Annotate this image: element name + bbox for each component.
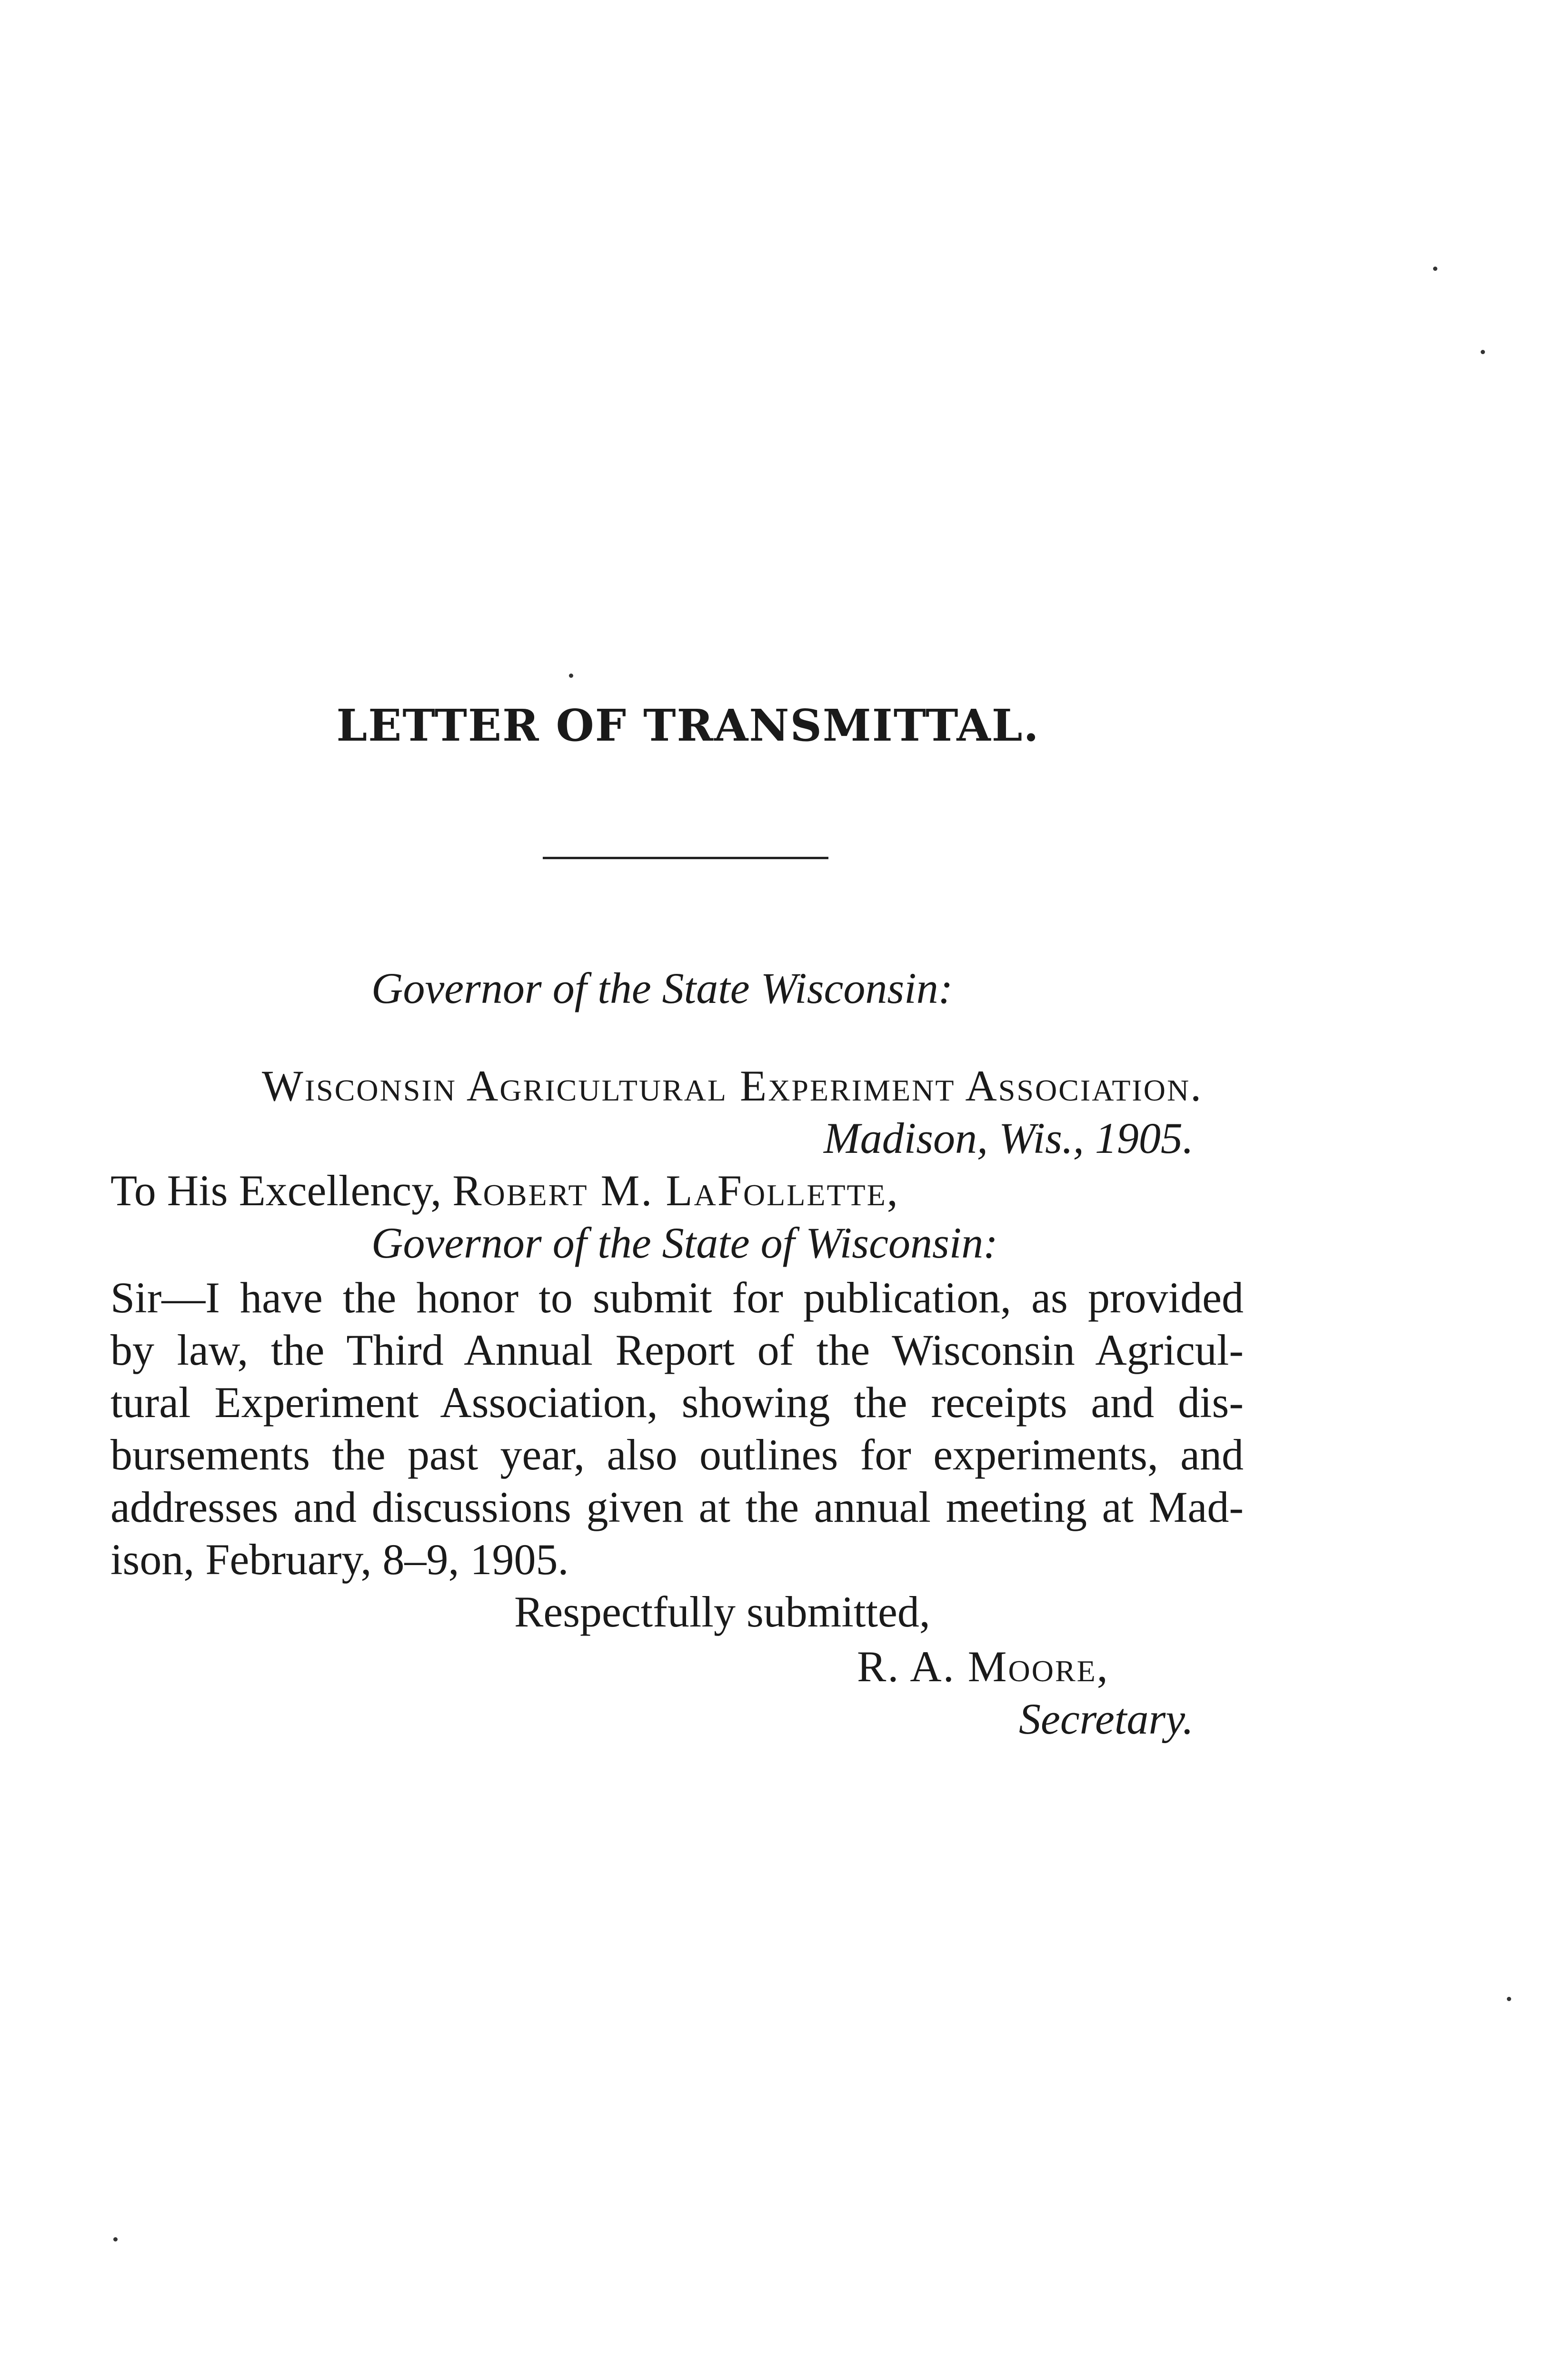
body-line-3 [110, 1378, 1244, 1427]
scan-speck [1433, 267, 1437, 271]
body-text-1: Sir—I have the honor to submit for publication, as provided [110, 1273, 1244, 1322]
body-line-6 [110, 1535, 1244, 1584]
addressee-name: Robert M. LaFollette, [452, 1166, 899, 1215]
body-text-2: by law, the Third Annual Report of the Wisconsin Agricul- [110, 1326, 1244, 1374]
salutation-line [110, 1166, 899, 1215]
body-text-5: addresses and discussions given at the annual meeting at Mad- [110, 1483, 1244, 1531]
scan-speck [569, 674, 573, 678]
addressee-title: Governor of the State of Wisconsin: [371, 1219, 998, 1267]
page-title: LETTER OF TRANSMITTAL. [336, 700, 1040, 751]
body-text-4: bursements the past year, also outlines for experiments, and [110, 1430, 1244, 1479]
body-text-3: tural Experiment Association, showing the receipts and dis- [110, 1378, 1244, 1427]
body-line-1 [110, 1273, 1244, 1322]
place-date: Madison, Wis., 1905. [824, 1114, 1194, 1162]
header-italic-line: Governor of the State Wisconsin: [371, 964, 953, 1012]
salutation-to: To His Excellency, [110, 1166, 453, 1215]
signer-name: R. A. Moore, [857, 1642, 1109, 1691]
association-name: Wisconsin Agricultural Experiment Association. [262, 1061, 1203, 1110]
body-text-6: ison, February, 8–9, 1905. [110, 1535, 569, 1584]
signer-title: Secretary. [1019, 1695, 1194, 1743]
body-line-4 [110, 1430, 1244, 1479]
scan-speck [1507, 1997, 1511, 2001]
title-rule [543, 857, 828, 859]
scan-speck [113, 2237, 118, 2241]
body-line-5 [110, 1485, 1244, 1529]
scan-speck [1481, 350, 1485, 354]
closing: Respectfully submitted, [514, 1587, 930, 1636]
body-line-2 [110, 1328, 1244, 1372]
